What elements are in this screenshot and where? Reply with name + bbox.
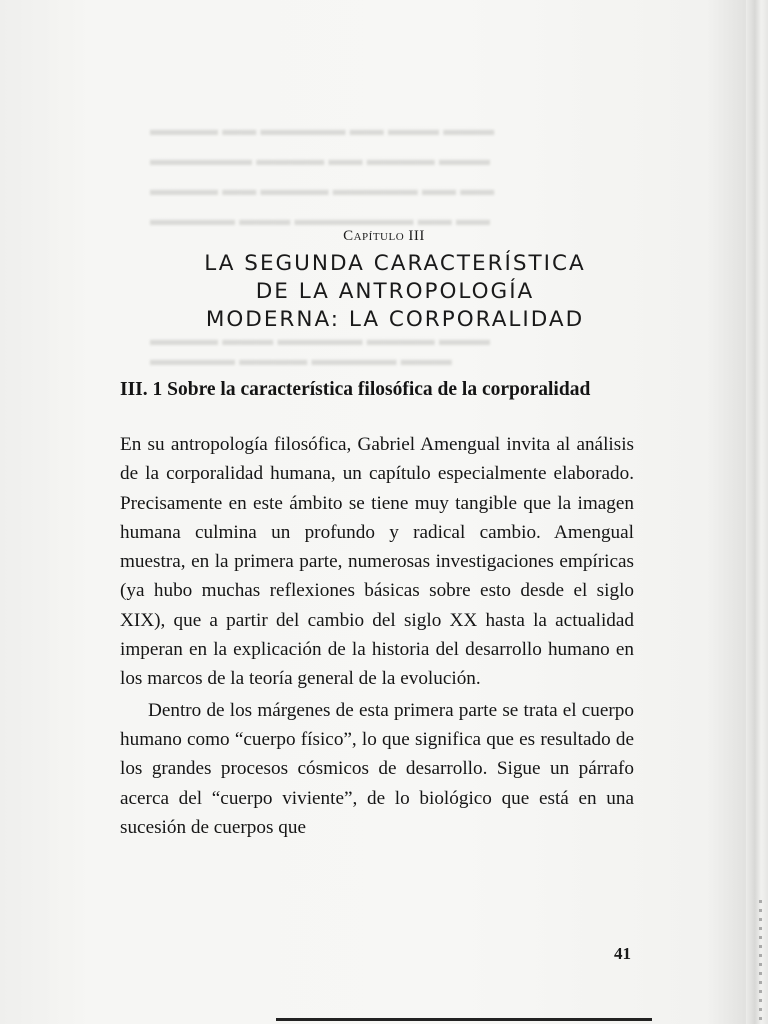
bottom-rule xyxy=(276,1018,652,1021)
section-heading: III. 1 Sobre la característica filosófica de la corporalidad xyxy=(120,379,591,400)
bleed-through-ghost-text: ▬▬▬▬▬ ▬▬▬ ▬▬▬▬▬▬▬ ▬▬ ▬▬ xyxy=(150,210,490,229)
chapter-title-line: MODERNA: LA CORPORALIDAD xyxy=(205,307,585,332)
page-number: 41 xyxy=(614,944,631,963)
page-edge-marks xyxy=(759,900,762,1020)
bleed-through-ghost-text: ▬▬▬▬ ▬▬▬ ▬▬▬▬▬ ▬▬▬▬ ▬▬▬ xyxy=(150,330,490,349)
bleed-through-ghost-text: ▬▬▬▬▬▬ ▬▬▬▬ ▬▬ ▬▬▬▬ ▬▬▬ xyxy=(150,150,490,169)
chapter-title xyxy=(0,250,768,334)
bleed-through-ghost-text: ▬▬▬▬ ▬▬ ▬▬▬▬ ▬▬▬▬▬ ▬▬ ▬▬ xyxy=(150,180,495,199)
paragraph: Dentro de los márgenes de esta primera parte se trata el cuerpo humano como “cuerpo físico”, lo que significa que es resultado de los grandes procesos cósmicos de desarrollo. Sigue un párrafo acerca del “cuerpo viviente”, de lo biológico que está en una sucesión de cuerpos que xyxy=(120,699,634,838)
page-edge-shadow xyxy=(746,0,768,1024)
chapter-title-line: LA SEGUNDA CARACTERÍSTICA xyxy=(204,251,586,276)
paragraph: En su antropología filosófica, Gabriel Amengual invita al análisis de la corporalidad humana, un capítulo especialmente elaborado. Precisamente en este ámbito se tiene muy tangible que la imagen humana culmina un profundo y radical cambio. Amengual muestra, en la primera parte, numerosas investigaciones empíricas (ya hubo muchas reflexiones básicas sobre esto desde el siglo XIX), que a partir del cambio del siglo XX hasta la actualidad imperan en la explicación de la historia del desarrollo humano en los marcos de la teoría general de la evolución. xyxy=(120,434,634,690)
chapter-title-line: DE LA ANTROPOLOGÍA xyxy=(255,279,535,304)
chapter-label: Capítulo III xyxy=(343,228,425,244)
bleed-through-ghost-text: ▬▬▬▬ ▬▬ ▬▬▬▬▬ ▬▬ ▬▬▬ ▬▬▬ xyxy=(150,120,495,139)
body-text xyxy=(120,430,634,842)
bleed-through-ghost-text: ▬▬▬▬▬ ▬▬▬▬ ▬▬▬▬▬ ▬▬▬ xyxy=(150,350,452,369)
